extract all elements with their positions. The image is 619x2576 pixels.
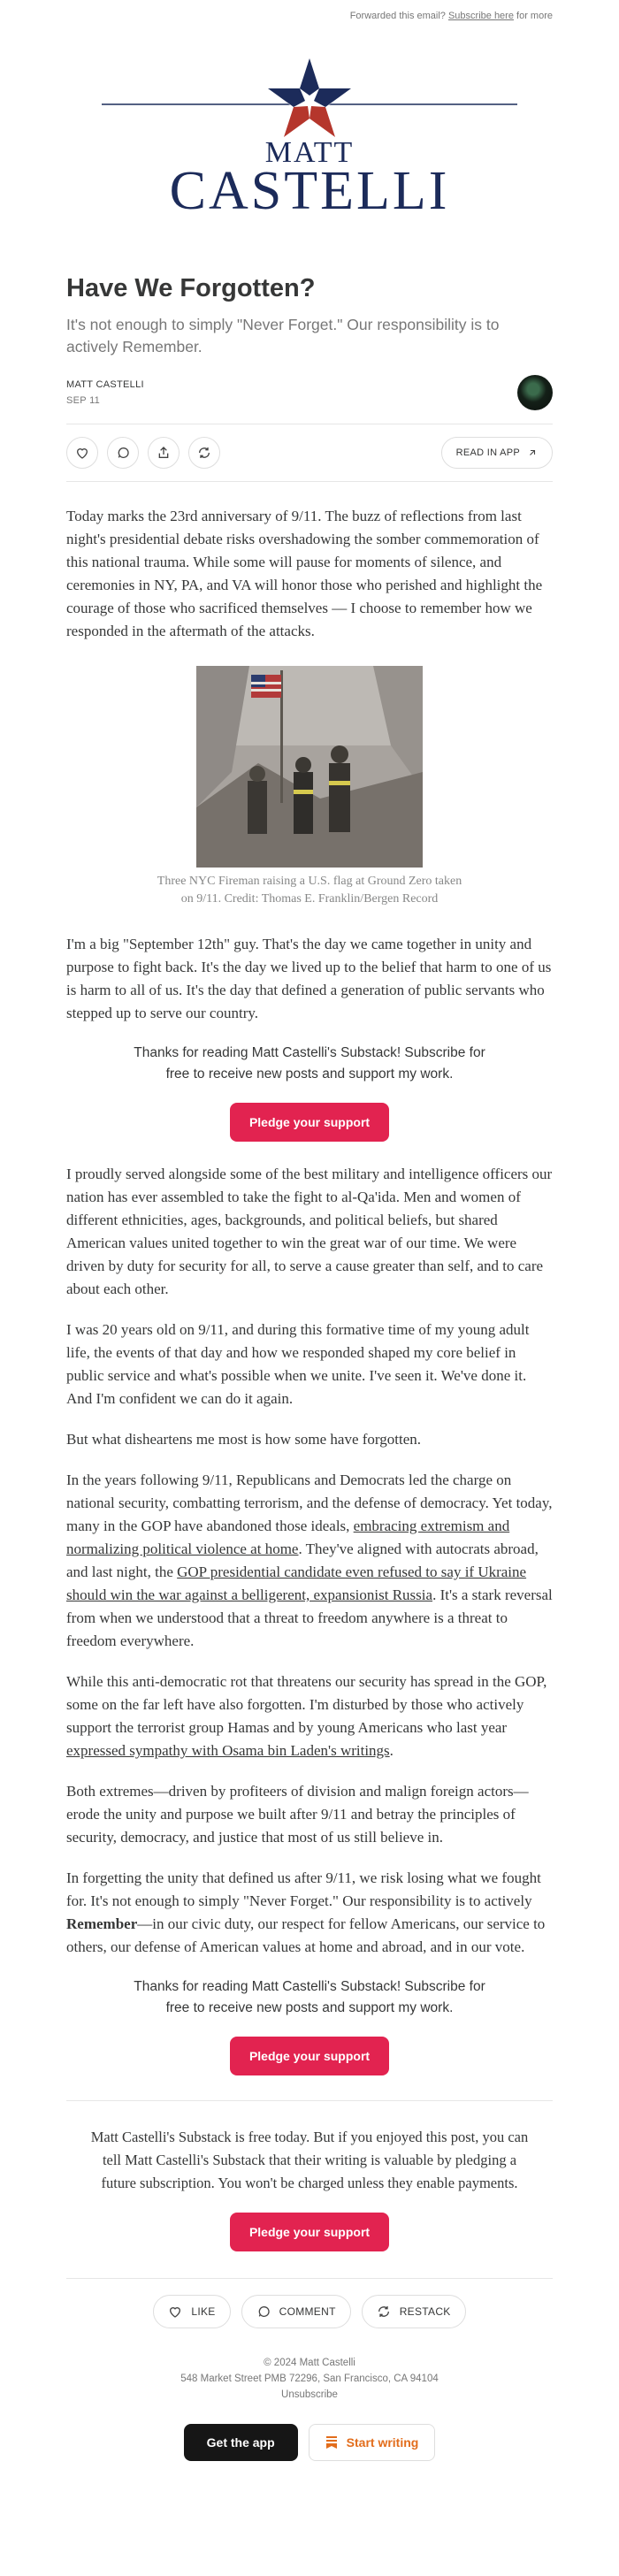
comment-icon	[116, 446, 130, 460]
text-run: In the years following 9/11, Republicans and Democrats led the charge on national security, combatting terrorism, and the defense of democracy. Yet today, many in the GOP have abandoned those ideals,	[66, 1471, 553, 1534]
start-writing-button[interactable]	[309, 2424, 436, 2461]
author-name[interactable]: MATT CASTELLI	[66, 379, 144, 390]
text-run: . They've aligned with autocrats abroad, and last night, the	[66, 1540, 539, 1580]
publication-logo[interactable]	[66, 42, 553, 237]
heart-icon	[168, 2305, 182, 2319]
caption-line-1: Three NYC Fireman raising a U.S. flag at Ground Zero taken	[157, 875, 462, 888]
legal-footer	[66, 2344, 553, 2403]
post-actions	[66, 424, 553, 481]
paragraph	[66, 1867, 553, 1959]
paragraph: Today marks the 23rd anniversary of 9/11. The buzz of reflections from last night's presidential debate risks overshadowing the somber commemoration of this national trauma. While some will pause for moments of silence, and ceremonies in NY, PA, and VA will honor those who perished and highlight the courage of those who sacrificed themselves — I choose to remember how we responded in the aftermath of the attacks.	[66, 508, 543, 639]
email-content	[66, 0, 553, 2461]
subscribe-text: Thanks for reading Matt Castelli's Substack! Subscribe for free to receive new posts and support my work.	[134, 1045, 485, 1082]
bin-laden-link[interactable]: expressed sympathy with Osama bin Laden's writings	[66, 1742, 390, 1759]
post-date: SEP 11	[66, 395, 101, 406]
app-promo-row	[66, 2424, 553, 2461]
post-body	[66, 505, 553, 1025]
unsubscribe-link[interactable]: Unsubscribe	[281, 2389, 338, 2400]
paragraph: Both extremes—driven by profiteers of division and malign foreign actors—erode the unity and purpose we built after 9/11 and betray the principles of security, democracy, and justice that most of us still believe in.	[66, 1783, 529, 1846]
start-writing-label: Start writing	[346, 2435, 419, 2450]
restack-icon	[197, 446, 211, 460]
post-meta	[66, 374, 553, 411]
external-arrow-icon	[527, 447, 538, 458]
restack-label: RESTACK	[399, 2305, 451, 2318]
icon-buttons	[66, 437, 220, 469]
pledge-support-button[interactable]: Pledge your support	[230, 1103, 389, 1142]
substack-bookmark-icon	[325, 2435, 338, 2450]
subscribe-here-link[interactable]: Subscribe here	[447, 11, 514, 21]
logo-line1: MATT	[264, 136, 355, 169]
address: 548 Market Street PMB 72296, San Francisco, CA 94104	[180, 2373, 439, 2384]
get-the-app-button[interactable]: Get the app	[184, 2424, 298, 2461]
promo-text: Matt Castelli's Substack is free today. But if you enjoyed this post, you can tell Matt Castelli's Substack that their writing is valuable by pledging a future subscription. You won't be charged unless they enable payments.	[90, 2129, 529, 2191]
paragraph: I was 20 years old on 9/11, and during this formative time of my young adult life, the events of that day and how we responded shaped my core belief in public service and what's possible when we unite. I've seen it. We've done it. And I'm confident we can do it again.	[66, 1321, 530, 1407]
read-in-app-label: READ IN APP	[455, 447, 520, 458]
byline	[66, 379, 144, 406]
heart-icon	[75, 446, 89, 460]
author-avatar[interactable]	[517, 375, 553, 410]
subscribe-widget	[66, 1043, 553, 1142]
forwarded-line	[66, 0, 553, 27]
comment-pill-button[interactable]	[241, 2295, 351, 2328]
text-run: In forgetting the unity that defined us after 9/11, we risk losing what we fought for. It's not enough to simply "Never Forget." Our responsibility is to actively	[66, 1869, 541, 1909]
subscribe-widget-bottom	[66, 1976, 553, 2075]
paragraph	[66, 1469, 553, 1653]
paragraph: I'm a big "September 12th" guy. That's the day we came together in unity and purpose to fight back. It's the day we lived up to the belief that harm to one of us is harm to all of us. It's the day that defined a generation of public servants who stepped up to serve our country.	[66, 936, 552, 1021]
pledge-support-button[interactable]: Pledge your support	[230, 2213, 389, 2251]
text-run: —in our civic duty, our respect for fellow Americans, our service to others, our defense of American values at home and abroad, and in our vote.	[66, 1915, 546, 1955]
caption-line-2: on 9/11. Credit: Thomas E. Franklin/Bergen Record	[180, 892, 439, 906]
like-pill-button[interactable]	[153, 2295, 230, 2328]
pledge-support-button[interactable]: Pledge your support	[230, 2037, 389, 2075]
post-title[interactable]: Have We Forgotten?	[66, 274, 316, 302]
text-run: While this anti-democratic rot that threatens our security has spread in the GOP, some on the far left have also forgotten. I'm disturbed by those who actively support the terrorist group Hamas and by young Americans who last year	[66, 1673, 547, 1736]
photo-caption	[66, 873, 553, 908]
figure	[66, 666, 553, 908]
restack-pill-button[interactable]	[362, 2295, 466, 2328]
read-in-app-button[interactable]	[441, 437, 553, 469]
ground-zero-flag-photo[interactable]	[196, 666, 423, 868]
divider	[66, 481, 553, 482]
forwarded-text: Forwarded this email?	[349, 11, 446, 21]
for-more-text: for more	[516, 11, 553, 21]
subscribe-text: Thanks for reading Matt Castelli's Substack! Subscribe for free to receive new posts and support my work.	[134, 1979, 485, 2015]
text-run: .	[389, 1742, 394, 1759]
extremism-link[interactable]: embracing extremism and normalizing political violence at home	[66, 1517, 510, 1557]
comment-icon	[256, 2305, 271, 2319]
share-icon	[157, 446, 171, 460]
paragraph: But what disheartens me most is how some have forgotten.	[66, 1431, 422, 1448]
restack-icon	[377, 2305, 391, 2319]
comment-label: COMMENT	[279, 2305, 336, 2318]
bottom-actions	[66, 2279, 553, 2344]
like-label: LIKE	[191, 2305, 216, 2318]
like-button[interactable]	[66, 437, 98, 469]
post-body-continued	[66, 1163, 553, 1959]
pledge-promo	[66, 2101, 553, 2278]
paragraph: I proudly served alongside some of the best military and intelligence officers our nation has ever assembled to take the fight to al-Qa'ida. Men and women of different ethnicities, ages, backgrounds, and political beliefs, but shared American values united together to win the great war of our time. We were driven by duty for security for all, to serve a cause greater than self, and to care about each other.	[66, 1166, 553, 1297]
text-run: . It's a stark reversal from when we understood that a threat to freedom anywhere is a threat to freedom everywhere.	[66, 1586, 553, 1649]
share-button[interactable]	[148, 437, 180, 469]
restack-button[interactable]	[188, 437, 220, 469]
star-logo-icon	[102, 42, 517, 219]
logo-line2: CASTELLI	[169, 161, 450, 219]
copyright: © 2024 Matt Castelli	[264, 2358, 355, 2368]
paragraph	[66, 1670, 553, 1762]
comment-button[interactable]	[107, 437, 139, 469]
post-subtitle: It's not enough to simply "Never Forget." Our responsibility is to actively Remember.	[66, 316, 500, 355]
bold-text: Remember	[66, 1915, 138, 1932]
ukraine-link[interactable]: GOP presidential candidate even refused to say if Ukraine should win the war against a belligerent, expansionist Russia	[66, 1563, 527, 1603]
